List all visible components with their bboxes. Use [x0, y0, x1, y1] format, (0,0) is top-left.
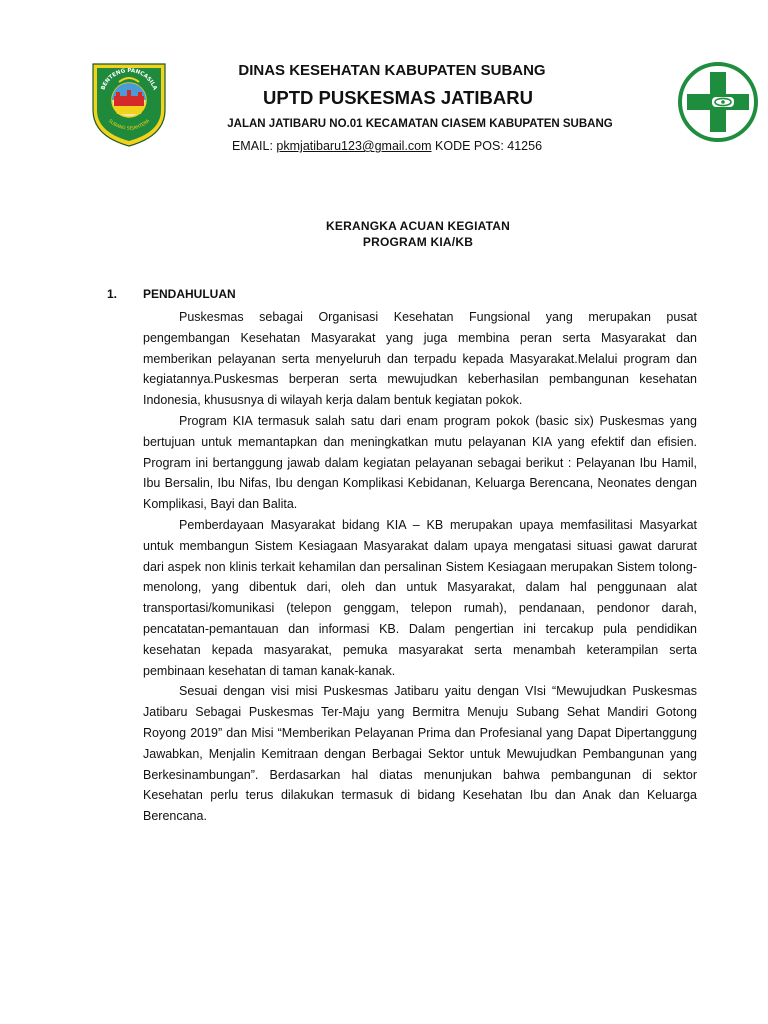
paragraph: Pemberdayaan Masyarakat bidang KIA – KB merupakan upaya memfasilitasi Masyarkat untuk membangun Sistem Kesiagaan Masyarakat dalam upaya mengatasi situasi gawat darurat dari aspek non klinis terkait kehamilan dan persalinan Sistem Kesiagaan merupakan Sistem tolong-menolong, yang dibentuk dari, oleh dan untuk Masyarakat, dalam hal penggunaan alat transportasi/komunikasi (telepon genggam, telepon rumah), pendanaan, pendonor darah, pencatatan-pemantauan dan informasi KB. Dalam pengertian ini tercakup pula pendidikan kesehatan kepada masyarakat, pemuka masyarakat serta menambah keterampilan serta pembinaan kesehatan di taman kanak-kanak.: [143, 517, 697, 678]
puskesmas-name: UPTD PUSKESMAS JATIBARU: [263, 87, 533, 108]
postcode: KODE POS: 41256: [435, 139, 543, 153]
section-title: PENDAHULUAN: [143, 287, 236, 301]
email-label: EMAIL:: [231, 139, 273, 153]
document-title: KERANGKA ACUAN KEGIATAN: [326, 219, 510, 233]
paragraph: Puskesmas sebagai Organisasi Kesehatan Fungsional yang merupakan pusat pengembangan Kesehatan Masyarakat yang juga membina peran serta Masyarakat dan memberikan pelayanan serta menyeluruh dan terpadu kepada Masyarakat.Melalui program dan kegiatannya.Puskesmas berperan serta mewujudkan keberhasilan pembangunan kesehatan Indonesia, khususnya di wilayah kerja dalam bentuk kegiatan pokok.: [143, 310, 697, 408]
emblem-bottom-text: SUBANG SEJAHTERA: [106, 118, 152, 132]
emblem-top-text: BENTENG PANCASILA: [100, 67, 158, 92]
paragraph: Sesuai dengan visi misi Puskesmas Jatibaru yaitu dengan VIsi “Mewujudkan Puskesmas Jatibaru Sebagai Puskesmas Ter-Maju yang Bermitra Menuju Subang Sehat Mandiri Gotong Royong 2019” dan Misi “Memberikan Pelayanan Prima dan Profesianal yang Dapat Dipertanggung Jawabkan, Menjalin Kemitraan dengan Berbagai Sektor untuk Mewujudkan Pembangunan yang Berkesinambungan”. Berdasarkan hal diatas menunjukan bahwa pembangunan di sektor Kesehatan perlu terus dilakukan termasuk di bidang Kesehatan Ibu dan Anak dan Keluarga Berencana.: [143, 684, 697, 824]
section-number: 1.: [107, 287, 118, 301]
email-link[interactable]: pkmjatibaru123@gmail.com: [276, 139, 432, 153]
agency-name: DINAS KESEHATAN KABUPATEN SUBANG: [238, 62, 546, 79]
puskesmas-cross-icon: [675, 60, 761, 144]
address-line: JALAN JATIBARU NO.01 KECAMATAN CIASEM KABUPATEN SUBANG: [227, 118, 613, 130]
paragraph: Program KIA termasuk salah satu dari enam program pokok (basic six) Puskesmas yang bertujuan untuk memantapkan dan meningkatkan mutu pelayanan KIA yang efektif dan efisien. Program ini bertanggung jawab dalam kegiatan pelayanan sebagai berikut : Pelayanan Ibu Hamil, Ibu Bersalin, Ibu Nifas, Ibu dengan Komplikasi Kebidanan, Keluarga Berencana, Neonates dengan Komplikasi, Bayi dan Balita.: [143, 413, 697, 512]
document-subtitle: PROGRAM KIA/KB: [362, 235, 474, 249]
contact-line: [3, 139, 768, 153]
section-body: [143, 307, 697, 827]
